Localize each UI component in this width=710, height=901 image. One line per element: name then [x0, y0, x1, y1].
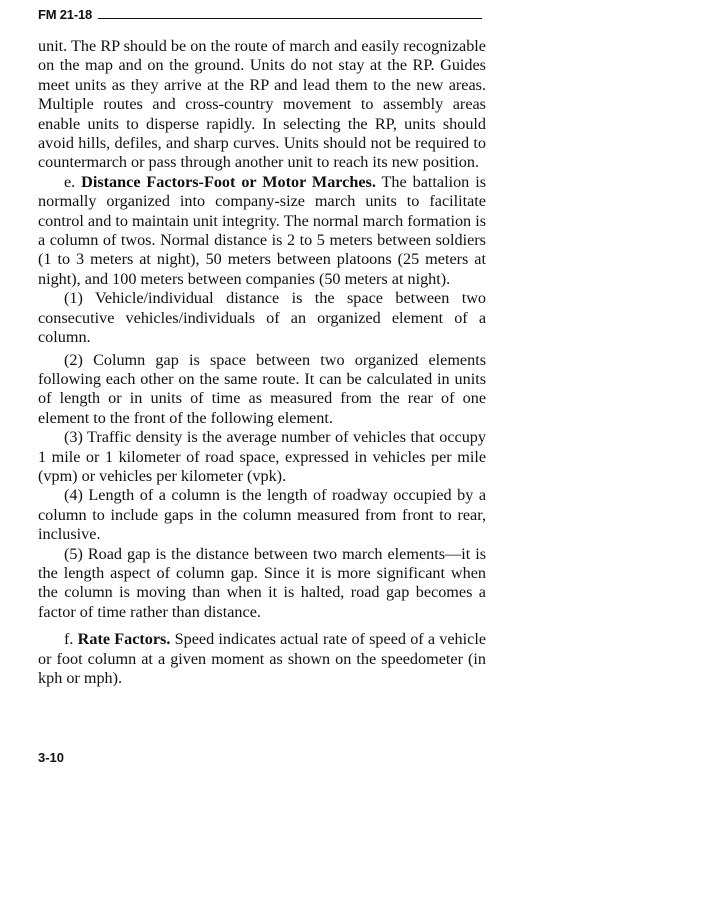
paragraph-f-label: f. — [64, 630, 74, 649]
paragraph-e — [38, 173, 486, 289]
paragraph-f — [38, 630, 486, 688]
paragraph-e-heading: Distance Factors-Foot or Motor Marches. — [81, 172, 376, 191]
paragraph-e5: (5) Road gap is the distance between two march elements—it is the length aspect of column gap. Since it is more significant when the column is moving than when it is halted, road gap becomes a factor of time rather than distance. — [38, 544, 486, 621]
document-id: FM 21-18 — [38, 7, 93, 22]
page-header — [38, 7, 482, 22]
paragraph-e-label: e. — [64, 172, 76, 191]
paragraph-e1: (1) Vehicle/individual distance is the space between two consecutive vehicles/individuals of an organized element of a column. — [38, 289, 486, 347]
paragraph-continued: unit. The RP should be on the route of march and easily recognizable on the map and on the ground. Units do not stay at the RP. Guides meet units as they arrive at the RP and lead them to the new areas. Multiple routes and cross-country movement to assembly areas enable units to disperse rapidly. In selecting the RP, units should avoid hills, defiles, and sharp curves. Units should not be required to countermarch or pass through another unit to reach its new position. — [38, 37, 486, 172]
paragraph-e4: (4) Length of a column is the length of roadway occupied by a column to include gaps in the column measured from front to rear, inclusive. — [38, 486, 486, 544]
body-text — [38, 37, 486, 688]
paragraph-f-text: Speed indicates actual rate of speed of a vehicle or foot column at a given moment as shown on the speedometer (in kph or mph). — [38, 630, 487, 687]
paragraph-e-text: The battalion is normally organized into company-size march units to facilitate control and to maintain unit integrity. The normal march formation is a column of twos. Normal distance is 2 to 5 meters between soldiers (1 to 3 meters at night), 50 meters between platoons (25 meters at night), and 100 meters between companies (50 meters at night). — [38, 172, 486, 288]
paragraph-f-heading: Rate Factors. — [77, 630, 171, 649]
paragraph-e3: (3) Traffic density is the average number of vehicles that occupy 1 mile or 1 kilometer of road space, expressed in vehicles per mile (vpm) or vehicles per kilometer (vpk). — [38, 428, 486, 485]
paragraph-e2: (2) Column gap is space between two organized elements following each other on the same route. It can be calculated in units of length or in units of time as measured from the rear of one element to the front of the following element. — [38, 350, 486, 427]
header-rule — [98, 18, 482, 19]
page-number: 3-10 — [38, 750, 65, 765]
